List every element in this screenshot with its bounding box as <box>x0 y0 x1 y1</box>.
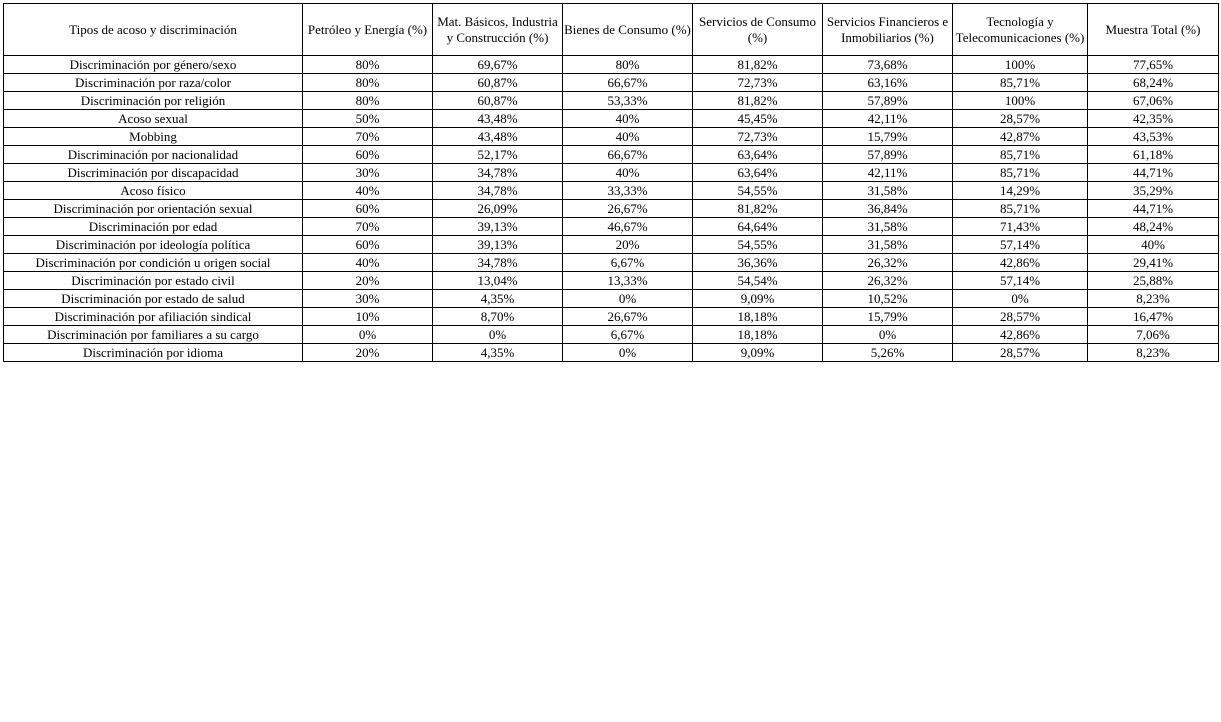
row-label: Acoso sexual <box>4 110 303 128</box>
row-label: Mobbing <box>4 128 303 146</box>
row-label: Discriminación por ideología política <box>4 236 303 254</box>
percentage-cell: 31,58% <box>823 182 953 200</box>
harassment-discrimination-table <box>3 3 1219 362</box>
percentage-cell: 69,67% <box>433 56 563 74</box>
table-row <box>4 92 1219 110</box>
percentage-cell: 71,43% <box>953 218 1088 236</box>
percentage-cell: 13,04% <box>433 272 563 290</box>
percentage-cell: 34,78% <box>433 164 563 182</box>
percentage-cell: 43,48% <box>433 110 563 128</box>
percentage-cell: 31,58% <box>823 236 953 254</box>
table-row <box>4 128 1219 146</box>
table-row <box>4 146 1219 164</box>
row-label: Discriminación por idioma <box>4 344 303 362</box>
percentage-cell: 80% <box>303 56 433 74</box>
percentage-cell: 43,48% <box>433 128 563 146</box>
table-row <box>4 272 1219 290</box>
percentage-cell: 43,53% <box>1088 128 1219 146</box>
table-row <box>4 344 1219 362</box>
percentage-cell: 42,86% <box>953 254 1088 272</box>
percentage-cell: 10% <box>303 308 433 326</box>
percentage-cell: 26,67% <box>563 308 693 326</box>
percentage-cell: 20% <box>563 236 693 254</box>
column-header: Mat. Básicos, Industria y Construcción (%) <box>433 4 563 56</box>
percentage-cell: 14,29% <box>953 182 1088 200</box>
percentage-cell: 81,82% <box>693 92 823 110</box>
table-row <box>4 326 1219 344</box>
percentage-cell: 81,82% <box>693 56 823 74</box>
percentage-cell: 20% <box>303 272 433 290</box>
percentage-cell: 31,58% <box>823 218 953 236</box>
percentage-cell: 42,35% <box>1088 110 1219 128</box>
percentage-cell: 57,89% <box>823 146 953 164</box>
percentage-cell: 64,64% <box>693 218 823 236</box>
row-label: Discriminación por raza/color <box>4 74 303 92</box>
table-row <box>4 290 1219 308</box>
percentage-cell: 30% <box>303 164 433 182</box>
percentage-cell: 50% <box>303 110 433 128</box>
percentage-cell: 70% <box>303 218 433 236</box>
percentage-cell: 53,33% <box>563 92 693 110</box>
percentage-cell: 0% <box>823 326 953 344</box>
percentage-cell: 20% <box>303 344 433 362</box>
percentage-cell: 18,18% <box>693 326 823 344</box>
table-row <box>4 254 1219 272</box>
table-body <box>4 56 1219 362</box>
column-header-type: Tipos de acoso y discriminación <box>4 4 303 56</box>
row-label: Discriminación por nacionalidad <box>4 146 303 164</box>
table-row <box>4 74 1219 92</box>
percentage-cell: 9,09% <box>693 344 823 362</box>
percentage-cell: 57,89% <box>823 92 953 110</box>
percentage-cell: 0% <box>953 290 1088 308</box>
percentage-cell: 28,57% <box>953 308 1088 326</box>
percentage-cell: 81,82% <box>693 200 823 218</box>
percentage-cell: 26,67% <box>563 200 693 218</box>
percentage-cell: 34,78% <box>433 254 563 272</box>
percentage-cell: 28,57% <box>953 344 1088 362</box>
column-header: Tecnología y Telecomunicaciones (%) <box>953 4 1088 56</box>
row-label: Discriminación por afiliación sindical <box>4 308 303 326</box>
percentage-cell: 42,11% <box>823 164 953 182</box>
column-header: Bienes de Consumo (%) <box>563 4 693 56</box>
percentage-cell: 7,06% <box>1088 326 1219 344</box>
percentage-cell: 54,55% <box>693 236 823 254</box>
percentage-cell: 9,09% <box>693 290 823 308</box>
percentage-cell: 63,64% <box>693 164 823 182</box>
percentage-cell: 40% <box>563 110 693 128</box>
percentage-cell: 80% <box>563 56 693 74</box>
percentage-cell: 10,52% <box>823 290 953 308</box>
percentage-cell: 60,87% <box>433 92 563 110</box>
percentage-cell: 77,65% <box>1088 56 1219 74</box>
percentage-cell: 6,67% <box>563 326 693 344</box>
percentage-cell: 68,24% <box>1088 74 1219 92</box>
percentage-cell: 80% <box>303 74 433 92</box>
column-header: Servicios Financieros e Inmobiliarios (%) <box>823 4 953 56</box>
percentage-cell: 100% <box>953 92 1088 110</box>
percentage-cell: 42,87% <box>953 128 1088 146</box>
percentage-cell: 42,11% <box>823 110 953 128</box>
percentage-cell: 28,57% <box>953 110 1088 128</box>
percentage-cell: 18,18% <box>693 308 823 326</box>
percentage-cell: 0% <box>563 344 693 362</box>
row-label: Discriminación por orientación sexual <box>4 200 303 218</box>
percentage-cell: 39,13% <box>433 236 563 254</box>
percentage-cell: 6,67% <box>563 254 693 272</box>
percentage-cell: 39,13% <box>433 218 563 236</box>
percentage-cell: 72,73% <box>693 74 823 92</box>
percentage-cell: 8,23% <box>1088 344 1219 362</box>
percentage-cell: 60% <box>303 236 433 254</box>
row-label: Discriminación por familiares a su cargo <box>4 326 303 344</box>
percentage-cell: 67,06% <box>1088 92 1219 110</box>
percentage-cell: 35,29% <box>1088 182 1219 200</box>
row-label: Discriminación por estado de salud <box>4 290 303 308</box>
percentage-cell: 63,16% <box>823 74 953 92</box>
percentage-cell: 4,35% <box>433 290 563 308</box>
percentage-cell: 48,24% <box>1088 218 1219 236</box>
percentage-cell: 42,86% <box>953 326 1088 344</box>
percentage-cell: 25,88% <box>1088 272 1219 290</box>
row-label: Discriminación por condición u origen social <box>4 254 303 272</box>
row-label: Acoso físico <box>4 182 303 200</box>
header-row <box>4 4 1219 56</box>
percentage-cell: 13,33% <box>563 272 693 290</box>
percentage-cell: 15,79% <box>823 128 953 146</box>
percentage-cell: 44,71% <box>1088 200 1219 218</box>
percentage-cell: 61,18% <box>1088 146 1219 164</box>
table-row <box>4 200 1219 218</box>
percentage-cell: 40% <box>563 128 693 146</box>
percentage-cell: 26,09% <box>433 200 563 218</box>
row-label: Discriminación por estado civil <box>4 272 303 290</box>
row-label: Discriminación por discapacidad <box>4 164 303 182</box>
percentage-cell: 26,32% <box>823 272 953 290</box>
percentage-cell: 45,45% <box>693 110 823 128</box>
percentage-cell: 60% <box>303 146 433 164</box>
percentage-cell: 40% <box>1088 236 1219 254</box>
percentage-cell: 46,67% <box>563 218 693 236</box>
row-label: Discriminación por género/sexo <box>4 56 303 74</box>
percentage-cell: 34,78% <box>433 182 563 200</box>
percentage-cell: 26,32% <box>823 254 953 272</box>
percentage-cell: 60,87% <box>433 74 563 92</box>
column-header: Servicios de Consumo (%) <box>693 4 823 56</box>
percentage-cell: 66,67% <box>563 74 693 92</box>
percentage-cell: 36,36% <box>693 254 823 272</box>
percentage-cell: 54,54% <box>693 272 823 290</box>
percentage-cell: 57,14% <box>953 236 1088 254</box>
percentage-cell: 30% <box>303 290 433 308</box>
percentage-cell: 5,26% <box>823 344 953 362</box>
row-label: Discriminación por religión <box>4 92 303 110</box>
percentage-cell: 85,71% <box>953 200 1088 218</box>
percentage-cell: 4,35% <box>433 344 563 362</box>
percentage-cell: 44,71% <box>1088 164 1219 182</box>
table-row <box>4 56 1219 74</box>
table-row <box>4 308 1219 326</box>
percentage-cell: 60% <box>303 200 433 218</box>
percentage-cell: 72,73% <box>693 128 823 146</box>
percentage-cell: 29,41% <box>1088 254 1219 272</box>
row-label: Discriminación por edad <box>4 218 303 236</box>
table-header <box>4 4 1219 56</box>
table-row <box>4 182 1219 200</box>
percentage-cell: 36,84% <box>823 200 953 218</box>
percentage-cell: 85,71% <box>953 164 1088 182</box>
table-row <box>4 164 1219 182</box>
percentage-cell: 40% <box>563 164 693 182</box>
column-header: Petróleo y Energía (%) <box>303 4 433 56</box>
percentage-cell: 100% <box>953 56 1088 74</box>
table-row <box>4 110 1219 128</box>
percentage-cell: 0% <box>303 326 433 344</box>
percentage-cell: 54,55% <box>693 182 823 200</box>
percentage-cell: 52,17% <box>433 146 563 164</box>
percentage-cell: 85,71% <box>953 74 1088 92</box>
percentage-cell: 8,23% <box>1088 290 1219 308</box>
column-header: Muestra Total (%) <box>1088 4 1219 56</box>
percentage-cell: 15,79% <box>823 308 953 326</box>
percentage-cell: 0% <box>433 326 563 344</box>
percentage-cell: 0% <box>563 290 693 308</box>
percentage-cell: 40% <box>303 182 433 200</box>
percentage-cell: 8,70% <box>433 308 563 326</box>
percentage-cell: 85,71% <box>953 146 1088 164</box>
percentage-cell: 16,47% <box>1088 308 1219 326</box>
table-row <box>4 218 1219 236</box>
percentage-cell: 40% <box>303 254 433 272</box>
percentage-cell: 80% <box>303 92 433 110</box>
percentage-cell: 70% <box>303 128 433 146</box>
table-row <box>4 236 1219 254</box>
percentage-cell: 66,67% <box>563 146 693 164</box>
percentage-cell: 73,68% <box>823 56 953 74</box>
percentage-cell: 57,14% <box>953 272 1088 290</box>
percentage-cell: 33,33% <box>563 182 693 200</box>
percentage-cell: 63,64% <box>693 146 823 164</box>
